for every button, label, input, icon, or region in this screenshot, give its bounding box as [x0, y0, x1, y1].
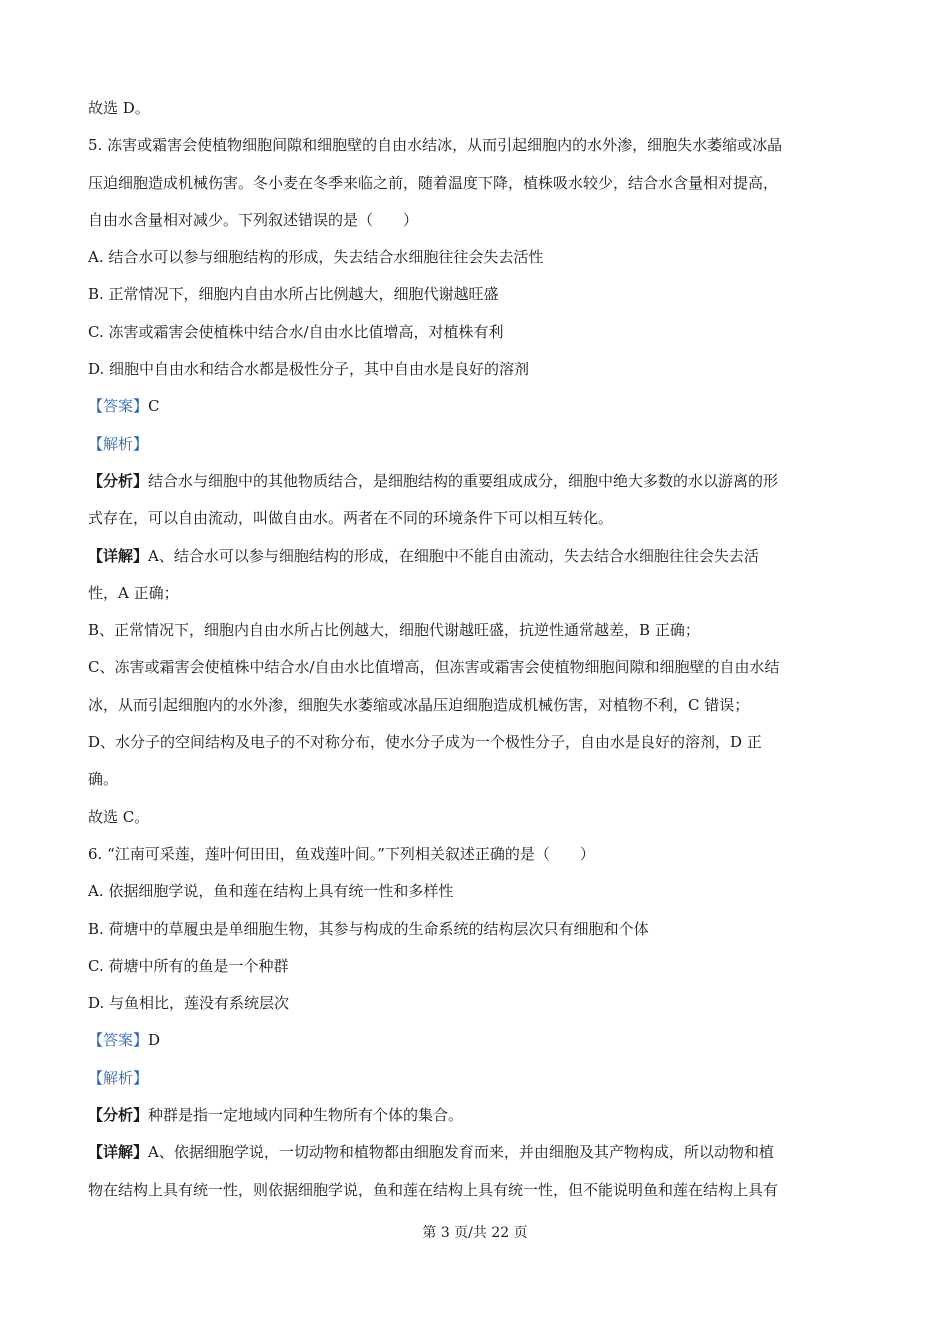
- text-line: [88, 239, 864, 276]
- text-line: [88, 575, 864, 612]
- text-line: [88, 948, 864, 985]
- text-line: [88, 687, 864, 724]
- line-text: C. 荷塘中所有的鱼是一个种群: [88, 956, 289, 975]
- text-line: [88, 388, 864, 425]
- line-text: 故选 C。: [88, 807, 150, 826]
- text-line: [88, 276, 864, 313]
- text-line: [88, 1134, 864, 1171]
- text-line: [88, 985, 864, 1022]
- text-line: [88, 761, 864, 798]
- section-tag: 【解析】: [88, 1068, 149, 1087]
- text-line: [88, 165, 864, 202]
- line-text: 种群是指一定地域内同种生物所有个体的集合。: [148, 1106, 464, 1125]
- line-text: 确。: [88, 770, 119, 789]
- line-text: D: [148, 1031, 161, 1050]
- line-text: A. 依据细胞学说，鱼和莲在结构上具有统一性和多样性: [88, 882, 454, 901]
- text-line: [88, 1060, 864, 1097]
- section-tag: 【分析】: [88, 1106, 149, 1125]
- section-tag: 【详解】: [88, 1143, 149, 1162]
- line-text: D. 与鱼相比，莲没有系统层次: [88, 994, 290, 1013]
- line-text: C、冻害或霜害会使植株中结合水/自由水比值增高，但冻害或霜害会使植物细胞间隙和细胞壁的自由水结: [88, 658, 780, 677]
- text-line: [88, 1172, 864, 1209]
- section-tag: 【详解】: [88, 546, 149, 565]
- page-footer: 第 3 页/共 22 页: [422, 1225, 528, 1241]
- text-line: [88, 426, 864, 463]
- text-line: [88, 799, 864, 836]
- line-text: B. 荷塘中的草履虫是单细胞生物，其参与构成的生命系统的结构层次只有细胞和个体: [88, 919, 649, 938]
- line-text: D. 细胞中自由水和结合水都是极性分子，其中自由水是良好的溶剂: [88, 360, 530, 379]
- text-line: [88, 873, 864, 910]
- line-text: B. 正常情况下，细胞内自由水所占比例越大，细胞代谢越旺盛: [88, 285, 499, 304]
- line-text: 结合水与细胞中的其他物质结合，是细胞结构的重要组成成分，细胞中绝大多数的水以游离的形: [148, 471, 779, 490]
- line-text: A、结合水可以参与细胞结构的形成，在细胞中不能自由流动，失去结合水细胞往往会失去活: [148, 546, 759, 565]
- text-line: [88, 351, 864, 388]
- line-text: 物在结构上具有统一性，则依据细胞学说，鱼和莲在结构上具有统一性，但不能说明鱼和莲在结构上具有: [88, 1180, 779, 1199]
- line-text: A、依据细胞学说，一切动物和植物都由细胞发育而来，并由细胞及其产物构成，所以动物和植: [148, 1143, 774, 1162]
- text-line: [88, 90, 864, 127]
- text-line: [88, 724, 864, 761]
- document-body: [88, 90, 864, 1209]
- line-text: C. 冻害或霜害会使植株中结合水/自由水比值增高，对植株有利: [88, 322, 504, 341]
- section-tag: 【答案】: [88, 397, 149, 416]
- text-line: [88, 649, 864, 686]
- section-tag: 【分析】: [88, 471, 149, 490]
- line-text: D、水分子的空间结构及电子的不对称分布，使水分子成为一个极性分子，自由水是良好的溶剂，D 正: [88, 733, 762, 752]
- text-line: [88, 538, 864, 575]
- line-text: A. 结合水可以参与细胞结构的形成，失去结合水细胞往往会失去活性: [88, 248, 544, 267]
- text-line: [88, 314, 864, 351]
- line-text: 故选 D。: [88, 99, 150, 117]
- text-line: [88, 911, 864, 948]
- text-line: [88, 1022, 864, 1059]
- line-text: B、正常情况下，细胞内自由水所占比例越大，细胞代谢越旺盛，抗逆性通常越差，B 正确；: [88, 621, 700, 640]
- line-text: 性，A 正确；: [88, 583, 179, 602]
- line-text: 6. “江南可采莲，莲叶何田田，鱼戏莲叶间。”下列相关叙述正确的是（ ）: [88, 844, 595, 863]
- line-text: 压迫细胞造成机械伤害。冬小麦在冬季来临之前，随着温度下降，植株吸水较少，结合水含量相对提高，: [88, 173, 779, 192]
- section-tag: 【解析】: [88, 434, 149, 453]
- text-line: [88, 500, 864, 537]
- line-text: 5. 冻害或霜害会使植物细胞间隙和细胞壁的自由水结冰，从而引起细胞内的水外渗，细胞失水萎缩或冰晶: [88, 136, 783, 155]
- text-line: [88, 612, 864, 649]
- line-text: 自由水含量相对减少。下列叙述错误的是（ ）: [88, 210, 419, 229]
- line-text: 冰，从而引起细胞内的水外渗，细胞失水萎缩或冰晶压迫细胞造成机械伤害，对植物不利，C 错误；: [88, 695, 750, 714]
- text-line: [88, 127, 864, 164]
- line-text: 式存在，可以自由流动，叫做自由水。两者在不同的环境条件下可以相互转化。: [88, 509, 614, 528]
- section-tag: 【答案】: [88, 1031, 149, 1050]
- text-line: [88, 836, 864, 873]
- text-line: [88, 1097, 864, 1134]
- text-line: [88, 463, 864, 500]
- line-text: C: [148, 397, 160, 416]
- text-line: [88, 202, 864, 239]
